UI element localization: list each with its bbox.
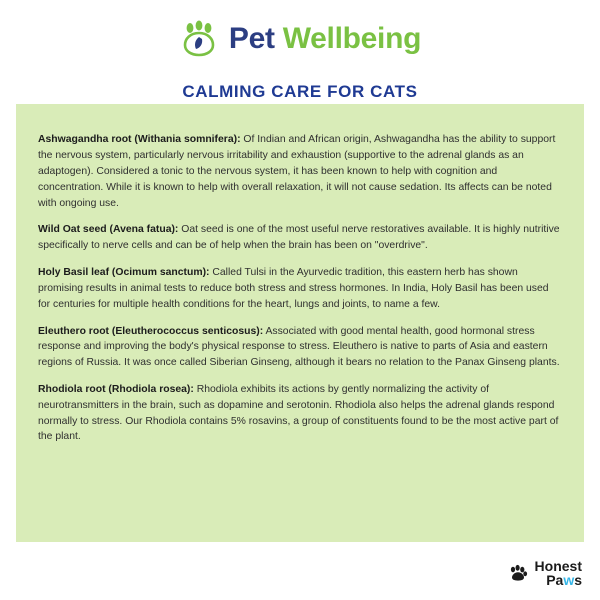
paw-leaf-icon xyxy=(179,19,219,59)
footer-line-1: Honest xyxy=(534,557,582,574)
footer-logo xyxy=(508,559,582,588)
ingredient-entry xyxy=(38,265,562,312)
footer-line-2-post: s xyxy=(574,572,582,589)
ingredient-name: Rhodiola root (Rhodiola rosea): xyxy=(38,383,194,395)
footer-brand-name xyxy=(535,559,582,588)
ingredient-name: Ashwagandha root (Withania somnifera): xyxy=(38,134,241,146)
ingredient-description: Called Tulsi in the Ayurvedic tradition, this eastern herb has shown promising results in animal tests to reduce both stress and stress hormones. In India, Holy Basil has been used for centuries for multiple health conditions for the heart, lungs and joints, to name a few. xyxy=(38,267,549,310)
brand-header xyxy=(0,0,600,62)
ingredient-description: Associated with good mental health, good hormonal stress response and improving the body's physical response to stress. Eleuthero is native to parts of Asia and eastern regions of Russia. It was once called Siberian Ginseng, although it bears no relation to the Panax Ginseng plants. xyxy=(38,325,560,369)
ingredient-name: Wild Oat seed (Avena fatua): xyxy=(38,224,179,236)
footer-line-2-highlight: w xyxy=(563,572,575,589)
ingredient-description: Oat seed is one of the most useful nerve restoratives available. It is highly nutritive specifically to nerve cells and can be of help when the brain has been on "overdrive". xyxy=(38,224,560,252)
brand-name-part1: Pet xyxy=(228,22,275,55)
brand-name-part2: Wellbeing xyxy=(282,22,422,55)
ingredient-entry xyxy=(38,222,562,254)
ingredient-name: Eleuthero root (Eleutherococcus senticosus): xyxy=(38,325,264,337)
ingredient-name: Holy Basil leaf (Ocimum sanctum): xyxy=(38,267,210,279)
paw-icon xyxy=(508,563,528,583)
ingredient-entry xyxy=(38,132,562,211)
ingredient-entry xyxy=(38,324,562,371)
brand-name xyxy=(229,22,421,56)
ingredient-description: Rhodiola exhibits its actions by gently normalizing the activity of neurotransmitters in the brain, such as dopamine and serotonin. Rhodiola also helps the adrenal glands respond normally to stress. Our Rhodiola contains 5% rosavins, a group of constituents found to be the most active part of the plant. xyxy=(38,383,559,443)
ingredient-description: Of Indian and African origin, Ashwagandha has the ability to support the nervous system, particularly nervous irritability and exhaustion (supportive to the adrenal glands as an adaptogen). Considered a tonic to the nervous system, it has been known to help with cognition and concentration. While it is known to help with overall relaxation, it will not cause sedation. Its affects can be noted with ongoing use. xyxy=(38,134,556,209)
content-panel xyxy=(16,104,584,542)
ingredient-entry xyxy=(38,382,562,445)
footer-line-2-pre: Pa xyxy=(546,572,564,589)
page-title: CALMING CARE FOR CATS xyxy=(182,82,418,101)
